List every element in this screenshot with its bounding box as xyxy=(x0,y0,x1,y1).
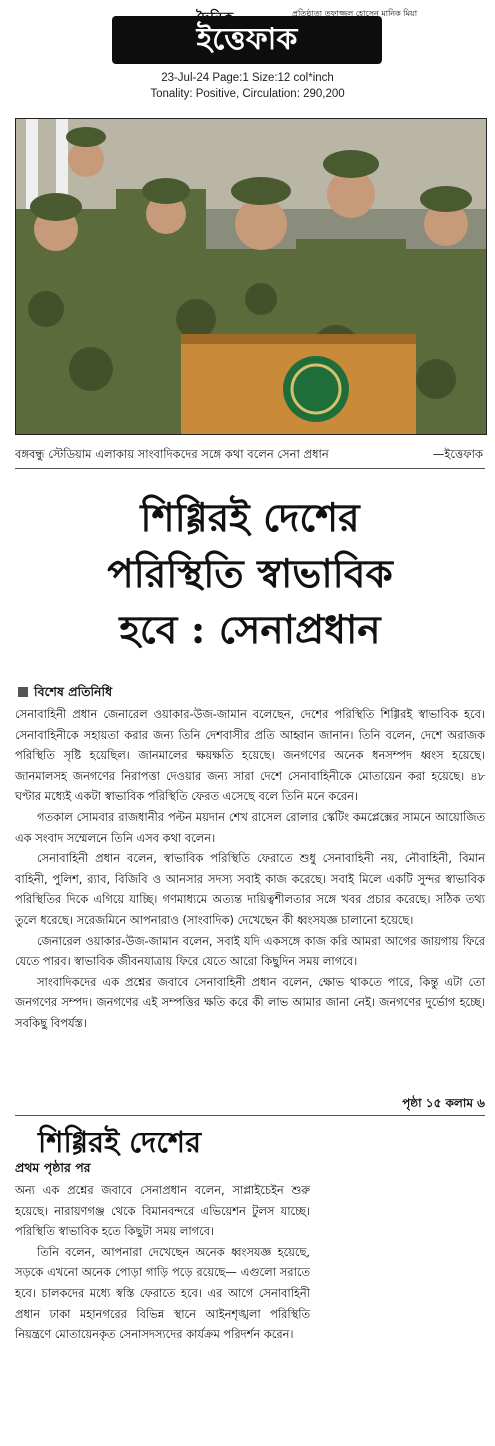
divider xyxy=(15,1115,485,1116)
article-paragraph: সাংবাদিকদের এক প্রশ্নের জবাবে সেনাবাহিনী প্রধান বলেন, ক্ষোভ থাকতে পারে, কিন্তু এটা তো জনগণের সম্পদ। জনগণের এই সম্পত্তির ক্ষতি করে কী লাভ আমার জানা নেই। জনগণের দুর্ভোগ হচ্ছে। সবকিছু বিপর্যস্ত। xyxy=(15,974,485,1030)
army-chief-press-photo xyxy=(16,119,486,434)
photo-caption xyxy=(15,446,485,465)
masthead xyxy=(0,0,495,110)
headline-line-1: শিগ্গিরই দেশের xyxy=(140,495,360,541)
byline xyxy=(18,684,112,704)
continuation-body xyxy=(15,1180,310,1345)
logo-tagline: প্রতিষ্ঠাতা তফাজ্জল হোসেন মানিক মিয়া xyxy=(292,9,418,18)
square-bullet-icon xyxy=(18,687,28,697)
byline-text: বিশেষ প্রতিনিধি xyxy=(34,684,113,699)
clipping-meta-date: 23-Jul-24 Page:1 Size:12 col*inch xyxy=(161,72,334,84)
headline-line-2: পরিস্থিতি স্বাভাবিক xyxy=(107,551,393,597)
continuation-title: শিগ্গিরই দেশের xyxy=(38,1125,202,1159)
article-paragraph: জেনারেল ওয়াকার-উজ-জামান বলেন, সবাই যদি একসঙ্গে কাজ করি আমরা আগের জায়গায় ফিরে যেতে পারব। স্বাভাবিক জীবনযাত্রায় ফিরে যেতে আরো কিছুদিন সময় লাগবে। xyxy=(15,933,485,969)
headline-line-3: হবে : সেনাপ্রধান xyxy=(119,607,381,653)
jump-reference: পৃষ্ঠা ১৫ কলাম ৬ xyxy=(402,1096,485,1110)
clipping-meta-tonality: Tonality: Positive, Circulation: 290,200 xyxy=(150,88,345,100)
continuation-paragraph: তিনি বলেন, আপনারা দেখেছেন অনেক ধ্বংসযজ্ঞ হয়েছে, সড়কে এখনো অনেক পোড়া গাড়ি পড়ে রয়েছে— এগুলো সরাতে হবে। চালকদের মধ্যে স্বস্তি ফেরাতে হবে। এর আগে সেনাবাহিনী প্রধান ঢাকা মহানগরের বিভিন্ন স্থানে আইনশৃঙ্খলা পরিস্থিতি নিয়ন্ত্রণে মোতায়েনকৃত সেনাসদস্যদের কার্যক্রম পরিদর্শন করেন। xyxy=(15,1244,310,1342)
continuation-paragraph: অন্য এক প্রশ্নের জবাবে সেনাপ্রধান বলেন, সাপ্লাইচেইন শুরু হয়েছে। নারায়ণগঞ্জ থেকে বিমানবন্দরে এভিয়েশন টুলস যাচ্ছে। পরিস্থিতি স্বাভাবিক হতে কিছুটা সময় লাগবে। xyxy=(15,1183,310,1239)
caption-text: বঙ্গবন্ধু স্টেডিয়াম এলাকায় সাংবাদিকদের সঙ্গে কথা বলেন সেনা প্রধান xyxy=(15,447,329,461)
photo-credit: —ইত্তেফাক xyxy=(432,447,483,461)
headline xyxy=(15,490,485,658)
news-photo xyxy=(15,118,487,435)
article-paragraph: সেনাবাহিনী প্রধান জেনারেল ওয়াকার-উজ-জামান বলেছেন, দেশের পরিস্থিতি শিগ্গিরই স্বাভাবিক হবে। সেনাবাহিনীকে সহায়তা করার জন্য তিনি দেশবাসীর প্রতি আহ্বান জানান। তিনি বলেন, দেশে অরাজক পরিস্থিতি সৃষ্টি হয়েছিল। জানমালের ক্ষয়ক্ষতি হয়েছে। জনগণের অনেক ধনসম্পদ ধ্বংস হয়েছে। জানমালসহ জনগণের নিরাপত্তা দেওয়ার জন্য সারা দেশে সেনাবাহিনীকে মোতায়েন করা হয়েছে। ৪৮ ঘণ্টার মধ্যেই একটা স্বাভাবিক পরিস্থিতি ফেরত এসেছে বলে তিনি মনে করেন। xyxy=(15,707,485,804)
article-paragraph: সেনাবাহিনী প্রধান বলেন, স্বাভাবিক পরিস্থিতি ফেরাতে শুধু সেনাবাহিনী নয়, নৌবাহিনী, বিমান বাহিনী, পুলিশ, র‌্যাব, বিজিবি ও আনসার সদস্য সবাই কাজ করেছে। সবাই মিলে একটি সুন্দর স্বাভাবিক পরিস্থিতির দিকে এগিয়ে যাচ্ছি। গণমাধ্যমে অত্যন্ত দায়িত্বশীলতার সঙ্গে খবর প্রচার করেছে। সঠিক তথ্য তুলে ধরেছে। সরেজমিনে আপনারাও (সাংবাদিক) দেখেছেন কী ধ্বংসযজ্ঞ চালানো হয়েছে। xyxy=(15,851,485,927)
newspaper-logo: ইত্তেফাক xyxy=(112,16,382,64)
article-body xyxy=(15,704,485,1034)
continuation-subtitle: প্রথম পৃষ্ঠার পর xyxy=(15,1160,91,1175)
article-paragraph: গতকাল সোমবার রাজধানীর পল্টন ময়দান শেখ রাসেল রোলার স্কেটিং কমপ্লেক্সের সামনে আয়োজিত এক সংবাদ সম্মেলনে তিনি এসব কথা বলেন। xyxy=(15,809,485,845)
divider xyxy=(15,468,485,469)
